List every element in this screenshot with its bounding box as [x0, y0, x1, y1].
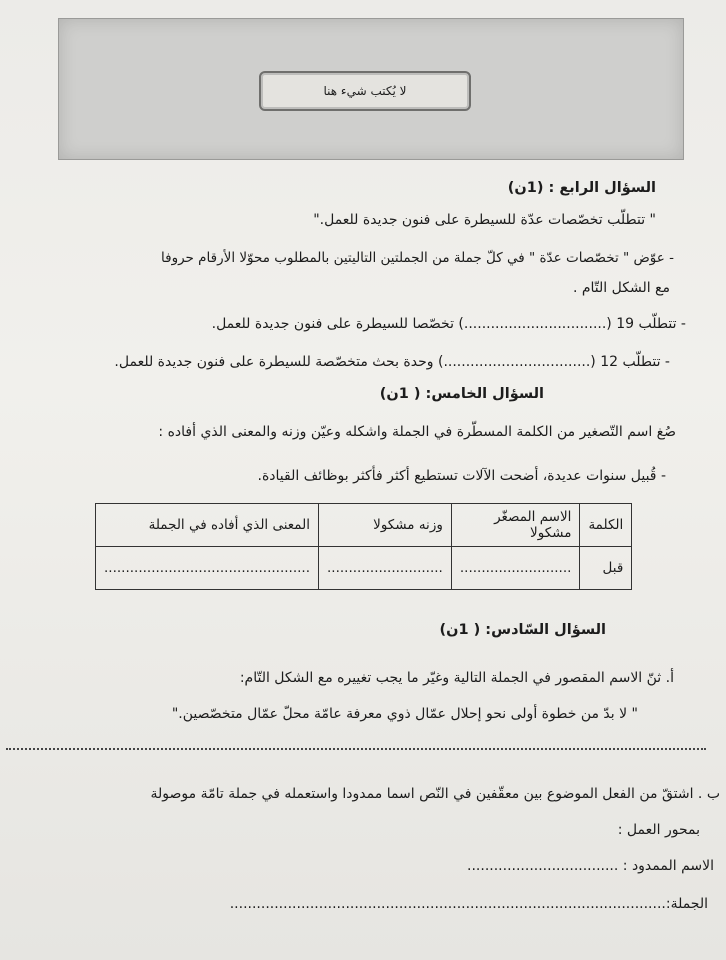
do-not-write-banner: لا يُكتب شيء هنا [259, 71, 471, 111]
q4-instruction-1: - عوّض " تخصّصات عدّة " في كلّ جملة من الجملتين التاليتين بالمطلوب محوّلا الأرقام حروفا [161, 250, 674, 266]
table-row [96, 547, 632, 590]
diminutive-table [95, 503, 632, 590]
table-header-cell: الاسم المصغّر مشكولا [451, 504, 580, 547]
table-header-cell: الكلمة [580, 504, 632, 547]
q5-title: السؤال الخامس: ( 1ن) [379, 386, 544, 402]
table-header-row [96, 504, 632, 547]
q5-sentence: - قُبيل سنوات عديدة، أضحت الآلات تستطيع أكثر فأكثر بوظائف القيادة. [257, 468, 666, 484]
q6-b-field-noun[interactable]: الاسم الممدود : .................................. [467, 858, 714, 874]
q4-quote: " تتطلّب تخصّصات عدّة للسيطرة على فنون جديدة للعمل." [313, 212, 656, 228]
q6-title: السؤال السّادس: ( 1ن) [439, 622, 606, 638]
q4-item-1[interactable]: - تتطلّب 19 (................................) تخصّصا للسيطرة على فنون جديدة للعمل. [211, 316, 686, 332]
table-cell-answer[interactable]: ........................... [318, 547, 451, 590]
answer-dotted-line[interactable] [6, 748, 706, 750]
q5-instruction: صُغ اسم التّصغير من الكلمة المسطّرة في الجملة واشكله وعيّن وزنه والمعنى الذي أفاده : [158, 424, 676, 440]
q6-a-quote: " لا بدّ من خطوة أولى نحو إحلال عمّال ذوي معرفة عامّة محلّ عمّال متخصّصين." [171, 706, 638, 722]
table-header-cell: وزنه مشكولا [318, 504, 451, 547]
header-box [58, 18, 684, 160]
q4-title: السؤال الرابع : (1ن) [507, 180, 656, 196]
q6-a-instruction: أ. ثنّ الاسم المقصور في الجملة التالية وغيّر ما يجب تغييره مع الشكل التّام: [239, 670, 674, 686]
table-cell-word: قبل [580, 547, 632, 590]
table-cell-answer[interactable]: .......................... [451, 547, 580, 590]
q4-item-2[interactable]: - تتطلّب 12 (.................................) وحدة بحث متخصّصة للسيطرة على فنون جديدة للعمل. [114, 354, 670, 370]
q6-b-instruction-1: ب . اشتقّ من الفعل الموضوع بين معقّفين في النّص اسما ممدودا واستعمله في جملة تامّة موصولة [150, 786, 720, 802]
table-header-cell: المعنى الذي أفاده في الجملة [96, 504, 319, 547]
q6-b-instruction-2: بمحور العمل : [617, 822, 700, 838]
q6-b-field-sentence[interactable]: الجملة:.................................................................................................. [229, 896, 708, 912]
q4-instruction-2: مع الشكل التّام . [572, 280, 670, 296]
table-cell-answer[interactable]: ................................................ [96, 547, 319, 590]
